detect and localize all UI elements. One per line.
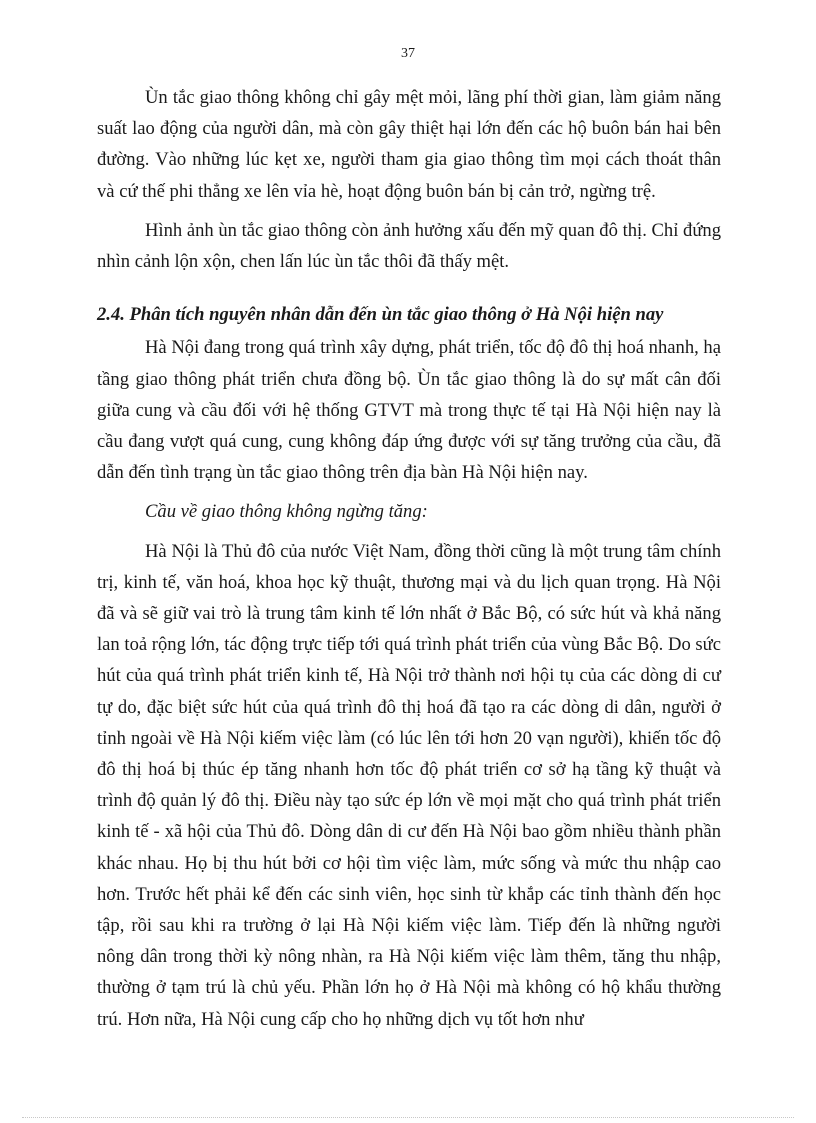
document-body <box>97 82 721 1035</box>
paragraph-urban-aesthetics: Hình ảnh ùn tắc giao thông còn ảnh hưởng xấu đến mỹ quan đô thị. Chỉ đứng nhìn cảnh lộn xộn, chen lấn lúc ùn tắc thôi đã thấy mệt. <box>97 219 721 273</box>
paragraph-migration: Hà Nội là Thủ đô của nước Việt Nam, đồng thời cũng là một trung tâm chính trị, kinh tế, văn hoá, khoa học kỹ thuật, thương mại và du lịch quan trọng. Hà Nội đã và sẽ giữ vai trò là trung tâm kinh tế lớn nhất ở Bắc Bộ, có sức hút và khả năng lan toả rộng lớn, tác động trực tiếp tới quá trình phát triển của vùng Bắc Bộ. Do sức hút của quá trình phát triển kinh tế, Hà Nội trở thành nơi hội tụ của các dòng di cư tự do, đặc biệt sức hút của quá trình đô thị hoá đã tạo ra các dòng di dân, người ở tỉnh ngoài về Hà Nội kiếm việc làm (có lúc lên tới hơn 20 vạn người), khiến tốc độ đô thị hoá bị thúc ép tăng nhanh hơn tốc độ phát triển cơ sở hạ tầng kỹ thuật và trình độ quản lý đô thị. Điều này tạo sức ép lớn về mọi mặt cho quá trình phát triển kinh tế - xã hội của Thủ đô. Dòng dân di cư đến Hà Nội bao gồm nhiều thành phần khác nhau. Họ bị thu hút bởi cơ hội tìm việc làm, mức sống và mức thu nhập cao hơn. Trước hết phải kể đến các sinh viên, học sinh từ khắp các tỉnh thành đến học tập, rồi sau khi ra trường ở lại Hà Nội kiếm việc làm. Tiếp đến là những người nông dân trong thời kỳ nông nhàn, ra Hà Nội kiếm việc làm thêm, tăng thu nhập, thường ở tạm trú là chủ yếu. Phần lớn họ ở Hà Nội mà không có hộ khẩu thường trú. Hơn nữa, Hà Nội cung cấp cho họ những dịch vụ tốt hơn như <box>97 540 721 1030</box>
paragraph-supply-demand: Hà Nội đang trong quá trình xây dựng, phát triển, tốc độ đô thị hoá nhanh, hạ tầng giao thông phát triển chưa đồng bộ. Ùn tắc giao thông là do sự mất cân đối giữa cung và cầu đối với hệ thống GTVT mà trong thực tế tại Hà Nội hiện nay là cầu đang vượt quá cung, cung không đáp ứng được với sự tăng trưởng của cầu, đã dẫn đến tình trạng ùn tắc giao thông trên địa bàn Hà Nội hiện nay. <box>97 337 721 484</box>
paragraph-traffic-impact: Ùn tắc giao thông không chỉ gây mệt mỏi, lãng phí thời gian, làm giảm năng suất lao động của người dân, mà còn gây thiệt hại lớn đến các hộ buôn bán hai bên đường. Vào những lúc kẹt xe, người tham gia giao thông tìm mọi cách thoát thân và cứ thế phi thẳng xe lên vỉa hè, hoạt động buôn bán bị cản trở, ngừng trệ. <box>97 87 721 202</box>
subheading-demand-growth: Cầu về giao thông không ngừng tăng: <box>145 501 428 523</box>
page-number: 37 <box>401 46 415 61</box>
section-heading: 2.4. Phân tích nguyên nhân dẫn đến ùn tắc giao thông ở Hà Nội hiện nay <box>97 304 664 326</box>
footer-divider <box>22 1117 794 1118</box>
